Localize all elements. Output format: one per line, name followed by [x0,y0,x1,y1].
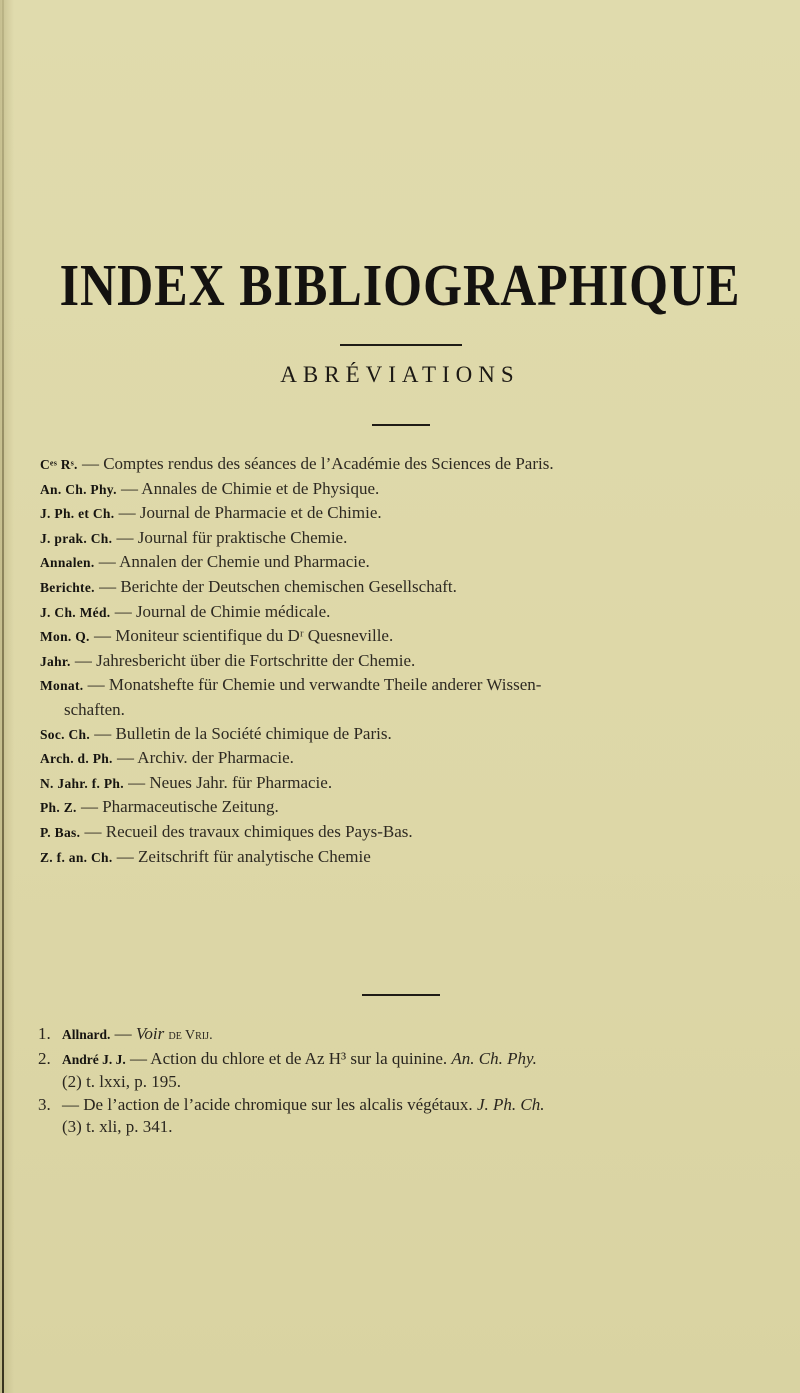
abbreviation-key: J. prak. Ch. [40,530,113,546]
abbreviation-item [40,477,770,502]
abbreviation-description: — Pharmaceutische Zeitung. [76,797,279,817]
entry-author: Allnard. [62,1027,111,1042]
abbreviation-description: — Annalen der Chemie und Pharmacie. [94,552,370,572]
abbreviation-key: Soc. Ch. [40,726,91,742]
section-heading: ABRÉVIATIONS [280,362,520,387]
abbreviation-item [40,795,770,820]
bibliography-entry [38,1048,778,1072]
abbreviation-key: Monat. [40,678,84,694]
abbreviation-key: P. Bas. [40,824,81,840]
abbreviation-description: — Journal de Pharmacie et de Chimie. [114,503,382,523]
abbreviation-key: Arch. d. Ph. [40,751,113,767]
abbreviation-item [40,771,770,796]
abbreviation-item [40,845,770,870]
abbreviation-key: Ph. Z. [40,800,77,816]
entry-journal: J. Ph. Ch. [476,1094,545,1114]
abbreviation-description: — Journal für praktische Chemie. [112,527,348,547]
abbreviation-item [40,722,770,747]
bibliography-entry [38,1023,778,1048]
abbreviation-description: — Journal de Chimie médicale. [110,601,331,621]
entry-number: 3. [38,1094,51,1114]
abbreviation-description: — Moniteur scientifique du Dʳ Quesneville. [89,626,394,646]
abbreviation-key: J. Ph. et Ch. [40,506,115,522]
abbreviation-description: — Zeitschrift für analytische Chemie [112,846,371,866]
abbreviation-item [40,820,770,845]
abbreviation-description: — Berichte der Deutschen chemischen Gesellschaft. [94,576,457,596]
abbreviation-key: Berichte. [40,579,95,595]
abbreviation-continuation: schaften. [64,699,125,719]
abbreviation-description: — Annales de Chimie et de Physique. [116,478,380,498]
abbreviation-key: An. Ch. Phy. [40,481,117,497]
abbreviation-key: N. Jahr. f. Ph. [40,775,124,791]
abbreviation-key: Z. f. an. Ch. [40,849,113,865]
entry-number: 2. [38,1048,51,1068]
abbreviation-key: Annalen. [40,555,95,571]
abbreviation-key: J. Ch. Méd. [40,604,111,620]
abbreviation-description: — Recueil des travaux chimiques des Pays-Bas. [80,821,413,841]
page-edge [2,0,4,1393]
entry-volume: (2) t. lxxi, p. 195. [62,1072,181,1092]
abbreviation-description: — Jahresbericht über die Fortschritte der Chemie. [70,650,416,670]
heading-rule [372,424,430,426]
abbreviation-item [40,526,770,551]
abbreviation-key: Cᵉˢ Rˢ. [40,457,78,472]
section-rule [362,994,440,996]
entry-reference-name: de Vrij. [168,1028,213,1043]
title-rule [340,344,462,346]
bibliography-entries [38,1023,778,1139]
entry-text: — [114,1024,136,1043]
entry-author: André J. J. [62,1051,126,1067]
abbreviation-item [40,673,770,698]
abbreviation-item [40,550,770,575]
abbreviation-description: — Archiv. der Pharmacie. [112,748,294,768]
abbreviation-item [40,624,770,649]
abbreviation-list [40,452,770,869]
abbreviation-key: Mon. Q. [40,629,90,645]
abbreviation-item [40,746,770,771]
entry-journal: An. Ch. Phy. [451,1048,537,1068]
entry-volume: (3) t. xli, p. 341. [62,1117,173,1137]
abbreviation-description: — Monatshefte für Chemie und verwandte Theile anderer Wissen- [83,675,542,695]
abbreviation-item [40,575,770,600]
entry-text: — Action du chlore et de Az H³ sur la quinine. [130,1048,452,1068]
abbreviation-description: — Neues Jahr. für Pharmacie. [123,772,333,792]
abbreviation-item [40,501,770,526]
abbreviation-description: — Comptes rendus des séances de l’Académie des Sciences de Paris. [77,454,554,473]
bibliography-entry [38,1094,778,1117]
abbreviation-item [40,452,770,477]
entry-text: — De l’action de l’acide chromique sur les alcalis végétaux. [62,1094,477,1114]
abbreviation-key: Jahr. [40,653,71,669]
abbreviation-item [40,600,770,625]
entry-see: Voir [135,1024,165,1043]
page-title: INDEX BIBLIOGRAPHIQUE [59,251,741,319]
abbreviation-description: — Bulletin de la Société chimique de Paris. [90,723,392,743]
abbreviation-item [40,649,770,674]
entry-number: 1. [38,1024,51,1043]
